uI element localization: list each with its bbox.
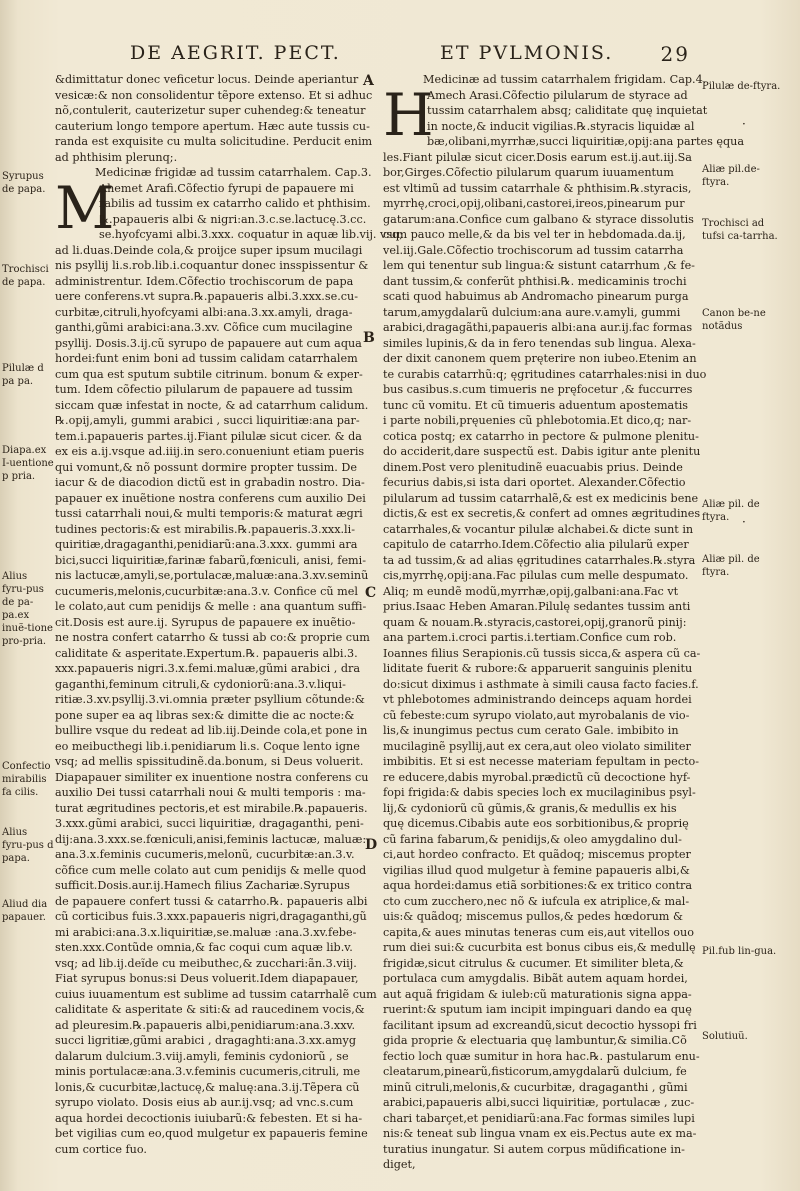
text-line: re educere,dabis myrobal.prædictũ cũ decoctione hyf- (383, 770, 691, 784)
text-line: catarrhales,& vocantur pilulæ alchabei.& dicte sunt in (383, 522, 694, 536)
text-line: rabilis ad tussim ex catarrho calido et phthisim. (99, 197, 371, 210)
text-line: vel.iij.Gale.Cõfectio trochiscorum ad tussim catarrha (383, 243, 684, 257)
text-line: nis psyllij li.s.rob.lib.i.coquantur donec insspissentur & (55, 259, 369, 272)
text-line: tunc cũ vomitu. Et cũ timueris aduentum apostematis (383, 398, 689, 412)
text-line: quę dicemus.Cibabis aute eos sorbitionibus,& proprię (383, 817, 689, 830)
text-line: dant tussim,& conferũt phthisi.℞. medicaminis trochi (383, 274, 687, 288)
text-line: ad pleuresim.℞.papaueris albi,penidiarum:ana.3.xxv. (55, 1018, 356, 1032)
text-line: quiritiæ,dragaganthi,penidiarũ:ana.3.xxx. gummi ara (55, 538, 358, 551)
text-line: cum qua est sputum subtile citrinum. bonum & exper- (55, 367, 363, 381)
text-line: te curabis catarrhũ:q; ęgritudines catarrhales:nisi in duo (383, 367, 707, 381)
text-line: minũ citruli,melonis,& cucurbitæ, dragaganthi , gũmi (383, 1080, 688, 1094)
text-line: tarum,amygdalarũ dulcium:ana aure.v.amyli, gummi (383, 305, 681, 319)
section-letter-d: D (365, 837, 378, 853)
text-line: pilularum ad tussim catarrhalẽ,& est ex medicinis bene (383, 491, 699, 505)
text-line: ℞.papaueris albi & nigri:an.3.c.se.lactucę.3.cc. (99, 212, 367, 226)
text-line: se.hyofcyami albi.3.xxx. coquatur in aquæ lib.vij. vsq; (99, 228, 404, 241)
drop-cap-initial: H (383, 80, 434, 149)
text-line: tudines pectoris:& est mirabilis.℞.papaueris.3.xxx.li- (55, 522, 355, 536)
text-line: diget, (383, 1158, 416, 1171)
text-line: Ahemet Arafi.Cõfectio fyrupi de papauere mi (99, 181, 354, 195)
text-line: Ioannes filius Serapionis.cũ tussis sicca,& aspera cũ ca- (383, 646, 701, 660)
text-line: bet vigilias cum eo,quod mulgetur ex papaueris femine (55, 1127, 368, 1140)
text-line: ta ad tussim,& ad alias ęgritudines catarrhales.℞.styra (383, 553, 696, 567)
text-line: syrupo violato. Dosis eius ab aur.ij.vsq; ad vnc.s.cum (55, 1096, 354, 1109)
text-line: lij,& cydoniorũ cũ gũmis,& granis,& medullis ex his (383, 801, 677, 815)
text-line: caliditate & asperitate.Expertum.℞. papaueris albi.3. (55, 646, 358, 660)
text-line: ex eis a.ij.vsque ad.iiij.in sero.conueniunt etiam pueris (55, 445, 365, 458)
text-line: iacur & de diacodion dictũ est in grabadin nostro. Dia- (55, 476, 365, 489)
text-line: cõfice cum melle colato aut cum penidijs & melle quod (55, 863, 367, 877)
text-line: in nocte,& inducit vigilias.℞.styracis liquidæ al (427, 119, 695, 133)
text-column-left (55, 72, 404, 1157)
section-letter-b: B (363, 330, 375, 346)
text-line: cũ corticibus fuis.3.xxx.papaueris nigri,dragaganthi,gũ (55, 910, 367, 923)
text-line: les.Fiant pilulæ sicut cicer.Dosis earum est.ij.aut.iij.Sa (383, 150, 692, 164)
margin-note-left: Confectio mirabilis fa cilis. (2, 761, 51, 798)
text-line: turatius inungatur. Si autem corpus mũdificatione in- (383, 1142, 685, 1156)
section-letter-c: C (365, 585, 377, 601)
text-line: qui vomunt,& nõ possunt dormire propter tussim. De (55, 460, 357, 474)
text-line: bæ,olibani,myrrhæ,succi liquiritiæ,opij:ana partes ęqua (427, 135, 745, 148)
text-line: vsq; ad lib.ij.deĩde cu meibuthec,& zucchari:ãn.3.viij. (55, 956, 357, 970)
text-line: minis portulacæ:ana.3.v.feminis cucumeris,citruli, me (55, 1065, 361, 1078)
text-line: siccam quæ infestat in nocte, & ad catarrhum calidum. (55, 398, 369, 412)
text-line: ganthi,gũmi arabici:ana.3.xv. Cõfice cum mucilagine (55, 321, 353, 334)
text-line: ne nostra confert catarrho & tussi ab co:& proprie cum (55, 631, 370, 644)
page-number: 29 (660, 42, 690, 66)
text-line: ad phthisim plerunq;. (55, 150, 178, 164)
text-line: cto cum zucchero,nec nõ & iufcula ex atriplice,& mal- (383, 894, 690, 908)
text-line: cleatarum,pinearũ,fisticorum,amygdalarũ dulcium, fe (383, 1065, 687, 1078)
text-line: scati quod habuimus ab Andromacho pinearum purga (383, 290, 689, 303)
text-line: Aliq; m eundẽ modũ,myrrhæ,opij,galbani:ana.Fac vt (383, 584, 679, 598)
text-line: caliditate & asperitate & siti:& ad raucedinem vocis,& (55, 1003, 365, 1016)
margin-note-right: Aliæ pil.de-ftyra. (702, 164, 760, 188)
text-line: bullire vsque du redeat ad lib.iij.Deinde cola,et pone in (55, 724, 368, 737)
text-line: frigidæ,sicut citrulus & cucumer. Et similiter bleta,& (383, 956, 684, 970)
text-line: fopi frigida:& dabis species loch ex mucilaginibus psyl- (383, 786, 696, 799)
margin-note-left: Syrupus de papa. (2, 171, 46, 195)
text-line: dinem.Post vero plenitudinẽ euacuabis prius. Deinde (383, 460, 683, 474)
section-letter-a: A (363, 73, 374, 89)
text-line: vigilias illud quod mulgetur à femine papaueris albi,& (383, 863, 690, 877)
margin-note-right: Pil.fub lin-gua. (702, 946, 777, 957)
running-header (130, 42, 690, 70)
text-line: prius.Isaac Heben Amaran.Pilulę sedantes tussim anti (383, 600, 691, 613)
text-line: ad li.duas.Deinde cola,& proijce super ipsum mucilagi (55, 243, 363, 257)
margin-note-right: Pilulæ de-ftyra. (702, 81, 781, 92)
margin-note-left: Trochisci de papa. (2, 264, 49, 288)
text-line: capita,& aues minutas teneras cum eis,aut vitellos ouo (383, 925, 694, 939)
text-line: nis lactucæ,amyli,se,portulacæ,maluæ:ana.3.xv.seminũ (55, 569, 369, 582)
header-middle: ET PVLMONIS. (440, 42, 614, 64)
margin-note-right: Trochisci ad tufsi ca-tarrha. (702, 218, 778, 242)
text-line: &dimittatur donec veficetur locus. Deinde aperiantur (55, 73, 359, 86)
text-line: chari tabarçet,et penidiarũ:ana.Fac formas similes lupi (383, 1111, 695, 1125)
margin-note-left: Alius fyru-pus d papa. (2, 827, 54, 864)
text-line: bus casibus.s.cum timueris ne pręfocetur ,& fuccurres (383, 383, 693, 396)
text-line: lonis,& cucurbitæ,lactucę,& maluę:ana.3.ij.Tẽpera cũ (55, 1080, 360, 1094)
text-line: pone super ea aq libras sex:& dimitte die ac nocte:& (55, 708, 355, 722)
text-line: aqua hordei decoctionis iuiubarũ:& febesten. Et si ha- (55, 1111, 363, 1125)
text-line: est vltimũ ad tussim catarrhale & phthisim.℞.styracis, (383, 181, 692, 195)
text-line: rum diei sui:& cucurbita est bonus cibus eis,& medullę (383, 941, 696, 954)
text-line: nõ,contulerit, cauterizetur super cuhendeg:& teneatur (55, 104, 366, 117)
text-line: myrrhę,croci,opij,olibani,castorei,ireos,pinearum pur (383, 197, 685, 210)
text-line: de papauere confert tussi & catarrho.℞. papaueris albi (55, 894, 368, 908)
text-line: cucumeris,melonis,cucurbitæ:ana.3.v. Confice cũ mel (55, 584, 358, 598)
margin-note-left: Alius fyru-pus de pa-pa.ex inuẽ-tione pro-pria. (2, 571, 53, 647)
text-line: curbitæ,citruli,hyofcyami albi:ana.3.xx.amyli, draga- (55, 305, 353, 319)
text-line: ruerint:& sputum iam incipit impinguari dando ea quę (383, 1003, 692, 1016)
text-line: lem qui tenentur sub lingua:& sistunt catarrhum ,& fe- (383, 259, 695, 272)
text-line: bor,Girges.Cõfectio pilularum quarum iuuamentum (383, 166, 674, 179)
text-line: cis,myrrhę,opij:ana.Fac pilulas cum melle despumato. (383, 569, 689, 582)
text-line: gaganthi,feminum citruli,& cydoniorũ:ana.3.v.liqui- (55, 677, 346, 691)
text-line: papauer ex inuẽtione nostra conferens cum auxilio Dei (55, 491, 366, 505)
text-line: vesicæ:& non consolidentur tẽpore extenso. Et si adhuc (55, 88, 373, 102)
margin-mark: · (742, 117, 746, 131)
text-line: aut aquã frigidam & iuleb:cũ maturationis signa appa- (383, 987, 692, 1001)
text-line: lis,& inungimus pectus cum cerato Gale. imbibito in (383, 724, 679, 737)
text-line: Amech Arasi.Cõfectio pilularum de styrace ad (427, 88, 688, 102)
text-line: eo meibucthegi lib.i.penidiarum li.s. Coque lento igne (55, 739, 360, 753)
text-line: Diapapauer similiter ex inuentione nostra conferens cu (55, 770, 369, 784)
text-line: cauterium longo tempore apertum. Hæc aute tussis cu- (55, 119, 370, 133)
text-line: gatarum:ana.Confice cum galbano & styrace dissolutis (383, 212, 694, 226)
margin-note-right: Aliæ pil. de ftyra. (702, 554, 760, 578)
text-line: liditate fuerit & rubore:& apparuerit sanguinis plenitu (383, 662, 693, 675)
text-line: uere conferens.vt supra.℞.papaueris albi.3.xxx.se.cu- (55, 290, 359, 303)
text-line: cũ farina fabarum,& penidijs,& oleo amygdalino dul- (383, 832, 682, 846)
header-left: DE AEGRIT. PECT. (130, 42, 341, 64)
text-line: cotica postq; ex catarrho in pectore & pulmone plenitu- (383, 429, 699, 443)
margin-note-left: Aliud dia papauer. (2, 899, 48, 923)
text-line: bici,succi liquiritiæ,farinæ fabarũ,fœniculi, anisi, femi- (55, 553, 367, 567)
text-line: ℞.opij,amyli, gummi arabici , succi liquiritiæ:ana par- (55, 414, 360, 427)
text-line: psyllij. Dosis.3.ij.cũ syrupo de papauere aut cum aqua (55, 336, 362, 350)
text-line: turat ægritudines pectoris,et est mirabile.℞.papaueris. (55, 801, 368, 815)
text-line: dij:ana.3.xxx.se.fœniculi,anisi,feminis lactucæ, maluæ: (55, 832, 367, 846)
text-line: ritiæ.3.xv.psyllij.3.vi.omnia præter psyllium cõtunde:& (55, 693, 365, 706)
text-line: fecurius dabis,si ista dari oportet. Alexander.Cõfectio (383, 476, 686, 489)
chapter-heading: Medicinæ ad tussim catarrhalem frigidam. Cap.4. (423, 73, 707, 86)
text-line: le colato,aut cum penidijs & melle : ana quantum suffi- (55, 600, 367, 613)
text-line: ana.3.x.feminis cucumeris,melonũ, cucurbitæ:an.3.v. (55, 848, 355, 861)
text-line: tem.i.papaueris partes.ij.Fiant pilulæ sicut cicer. & da (55, 429, 362, 443)
text-line: i parte nobili,pręuenies cũ phlebotomia.Et dico,q; nar- (383, 414, 692, 427)
text-line: similes lupinis,& da in fero tenendas sub lingua. Alexa- (383, 336, 696, 350)
text-line: dalarum dulcium.3.viij.amyli, feminis cydoniorũ , se (55, 1049, 349, 1063)
text-line: do:sicut diximus i asthmate à simili causa facto facies.f. (383, 677, 699, 691)
text-line: Fiat syrupus bonus:si Deus voluerit.Idem diapapauer, (55, 972, 359, 985)
text-line: cũ febeste:cum syrupo violato,aut myrobalanis de vio- (383, 708, 690, 722)
text-line: tussi catarrhali noui,& multi temporis:& maturat ægri (55, 507, 363, 520)
text-line: xxx.papaueris nigri.3.x.femi.maluæ,gũmi arabici , dra (55, 662, 361, 675)
text-line: facilitant ipsum ad excreandũ,sicut decoctio hyssopi fri (383, 1018, 697, 1032)
text-line: der dixit canonem quem pręterire non iubeo.Etenim an (383, 352, 697, 365)
text-line: mi arabici:ana.3.x.liquiritiæ,se.maluæ :ana.3.xv.febe- (55, 925, 357, 939)
text-line: succi ligritiæ,gũmi arabici , dragaghti:ana.3.xx.amyg (55, 1034, 356, 1047)
text-line: cit.Dosis est aure.ij. Syrupus de papauere ex inuẽtio- (55, 615, 356, 629)
text-line: tussim catarrhalem absq; caliditate quę inquietat (427, 104, 708, 117)
text-line: auxilio Dei tussi catarrhali noui & multi temporis : ma- (55, 786, 366, 799)
text-line: mucilaginẽ psyllij,aut ex cera,aut oleo violato similiter (383, 739, 691, 753)
text-line: tum. Idem cõfectio pilularum de papauere ad tussim (55, 383, 353, 396)
text-line: arabici,dragagãthi,papaueris albi:ana aur.ij.fac formas (383, 321, 693, 334)
text-line: gida proprie & electuaria quę lambuntur,& similia.Cõ (383, 1034, 687, 1047)
text-line: nis:& teneat sub lingua vnam ex eis.Pectus aute ex ma- (383, 1127, 697, 1140)
text-line: portulaca cum amygdalis. Bibãt autem aquam hordei, (383, 972, 688, 985)
margin-mark: · (742, 515, 746, 529)
text-line: hordei:funt enim boni ad tussim calidam catarrhalem (55, 352, 358, 365)
text-line: randa est exquisite cu multa solicitudine. Perducit enim (55, 135, 373, 148)
text-line: aqua hordei:damus etiã sorbitiones:& ex tritico contra (383, 879, 693, 892)
text-line: cum cortice fuo. (55, 1142, 147, 1156)
text-line: ana partem.i.croci partis.i.tertiam.Confice cum rob. (383, 631, 677, 644)
text-line: 3.xxx.gũmi arabici, succi liquiritiæ, dragaganthi, peni- (55, 817, 364, 830)
margin-note-right: Aliæ pil. de ftyra. (702, 499, 760, 523)
drop-cap-initial: M (55, 173, 115, 242)
text-line: cuius iuuamentum est sublime ad tussim catarrhalẽ cum (55, 987, 377, 1001)
text-line: quam & nouam.℞.styracis,castorei,opij,granorũ pinij: (383, 615, 687, 629)
text-line: vt phlebotomes administrando deinceps aquam hordei (383, 693, 692, 706)
margin-note-right: Canon be-ne notãdus (702, 308, 766, 332)
margin-note-left: Diapa.ex I-uentione p pria. (2, 445, 54, 482)
text-line: uis:& quãdoq; miscemus pullos,& pedes hœdorum & (383, 910, 683, 923)
text-line: sufficit.Dosis.aur.ij.Hamech filius Zachariæ.Syrupus (55, 879, 350, 892)
text-line: administrentur. Idem.Cõfectio trochiscorum de papa (55, 274, 354, 288)
text-line: cum pauco melle,& da bis vel ter in hebdomada.da.ij, (383, 228, 686, 241)
text-line: sten.xxx.Contũde omnia,& fac coqui cum aquæ lib.v. (55, 941, 353, 954)
text-line: capitulo de catarrho.Idem.Cõfectio alia pilularũ exper (383, 538, 689, 551)
margin-note-right: Solutiuũ. (702, 1031, 748, 1042)
text-line: imbibitis. Et si est necesse materiam fepultam in pecto- (383, 755, 700, 768)
text-line: do acciderit,dare suspectũ est. Dabis igitur ante plenitu (383, 445, 701, 458)
text-line: arabici,papaueris albi,succi liquiritiæ, portulacæ , zuc- (383, 1096, 695, 1109)
text-line: fectio loch quæ sumitur in hora hac.℞. pastularum enu- (383, 1049, 700, 1063)
margin-note-left: Pilulæ d pa pa. (2, 363, 44, 387)
chapter-heading: Medicinæ frigidæ ad tussim catarrhalem. Cap.3. (95, 166, 372, 179)
text-line: vsq; ad mellis spissitudinẽ.da.bonum, si Deus voluerit. (55, 755, 364, 768)
text-line: ci,aut hordeo confracto. Et quãdoq; miscemus propter (383, 848, 691, 861)
text-line: dictis,& est ex secretis,& confert ad omnes ægritudines (383, 507, 701, 520)
